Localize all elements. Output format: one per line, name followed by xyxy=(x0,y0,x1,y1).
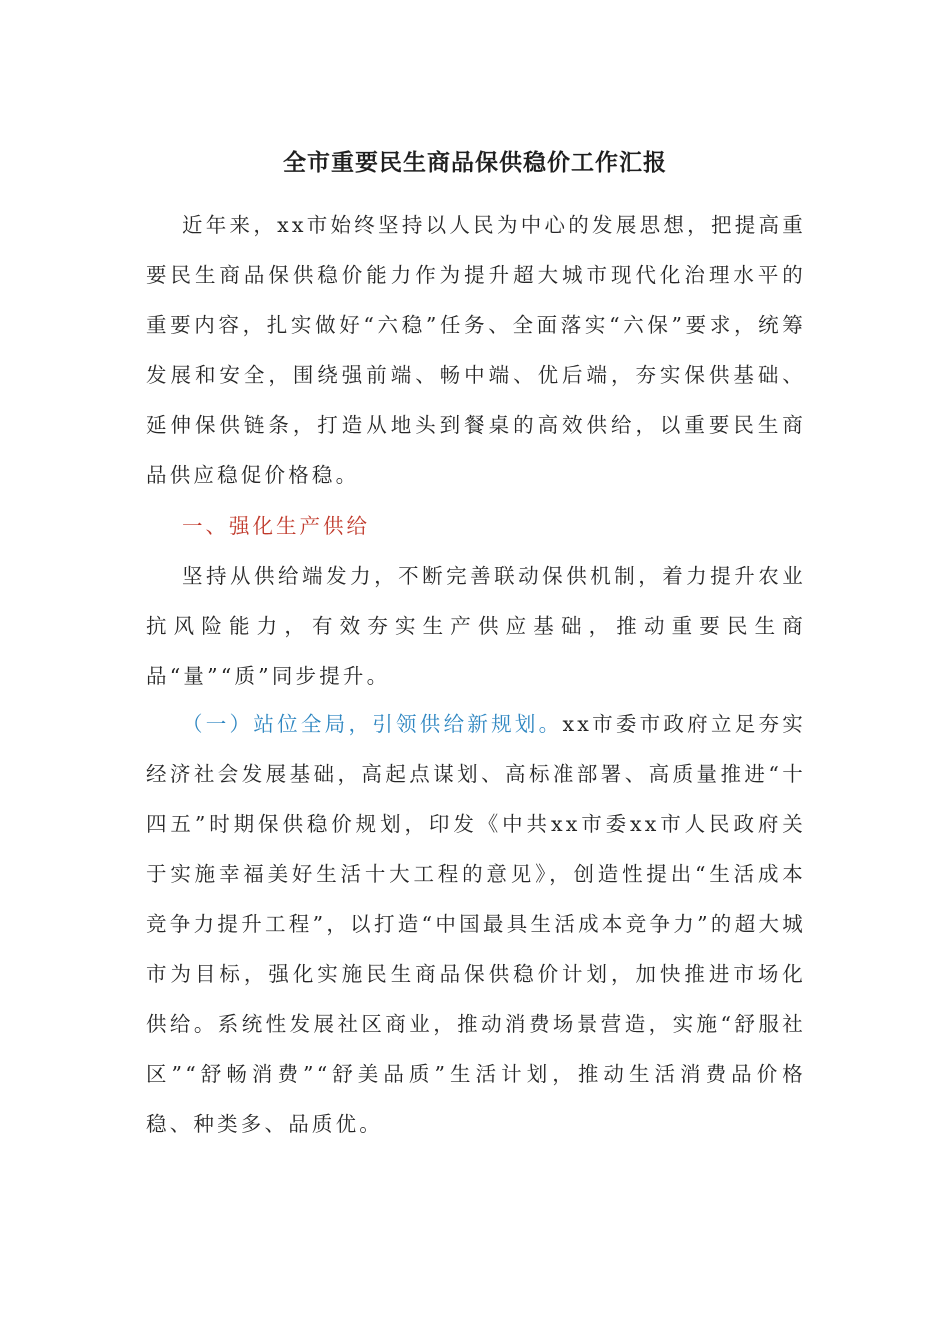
document-title: 全市重要民生商品保供稳价工作汇报 xyxy=(283,149,667,176)
intro-paragraph: 近年来，xx市始终坚持以人民为中心的发展思想，把提高重要民生商品保供稳价能力作为提升超大城市现代化治理水平的重要内容，扎实做好“六稳”任务、全面落实“六保”要求，统筹发展和安全，围绕强前端、畅中端、优后端，夯实保供基础、延伸保供链条，打造从地头到餐桌的高效供给，以重要民生商品供应稳促价格稳。 xyxy=(146,213,806,487)
section-heading: 一、强化生产供给 xyxy=(182,514,370,538)
item-text: xx市委市政府立足夯实经济社会发展基础，高起点谋划、高标准部署、高质量推进“十四五”时期保供稳价规划，印发《中共xx市委xx市人民政府关于实施幸福美好生活十大工程的意见》，创造性提出“生活成本竞争力提升工程”，以打造“中国最具生活成本竞争力”的超大城市为目标，强化实施民生商品保供稳价计划，加快推进市场化供给。系统性发展社区商业，推动消费场景营造，实施“舒服社区”“舒畅消费”“舒美品质”生活计划，推动生活消费品价格稳、种类多、品质优。 xyxy=(146,712,806,1136)
section-paragraph: 坚持从供给端发力，不断完善联动保供机制，着力提升农业抗风险能力，有效夯实生产供应基础，推动重要民生商品“量”“质”同步提升。 xyxy=(146,564,806,688)
item-paragraph xyxy=(146,699,806,1149)
item-heading: （一）站位全局，引领供给新规划。 xyxy=(182,712,563,736)
